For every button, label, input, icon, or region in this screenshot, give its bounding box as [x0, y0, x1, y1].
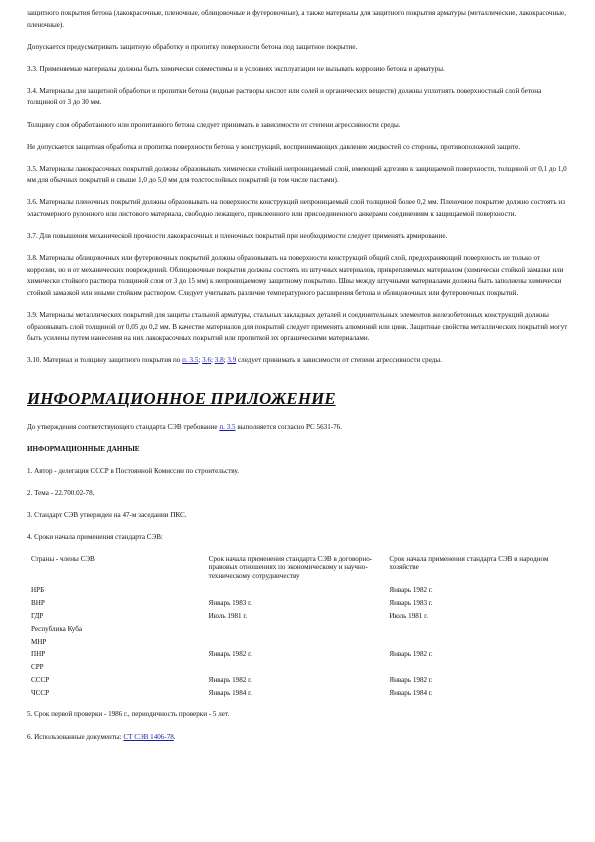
economy-date-cell: Январь 1982 г. — [389, 650, 433, 659]
economy-date-cell: Январь 1984 г. — [389, 688, 433, 697]
adoption-dates-table — [27, 553, 568, 702]
link-3-8[interactable]: 3.8 — [214, 356, 224, 365]
table-header-row — [27, 553, 568, 587]
table-row — [27, 586, 568, 599]
table-row — [27, 663, 568, 676]
table-row — [27, 599, 568, 612]
table-row — [27, 676, 568, 689]
country-cell: НРБ — [31, 586, 45, 595]
separator: ; — [211, 356, 215, 365]
paragraph-3-4: 3.4. Материалы для защитной обработки и пропитки бетона (водные растворы кислот или солей и органических веществ) должны уплотнять поверхностный слой бетона толщиной от 3 до 30 мм. — [27, 86, 542, 107]
documents-tail: . — [173, 732, 176, 741]
info-item-dates: 4. Сроки начала применения стандарта СЭВ: — [27, 533, 163, 542]
appendix-intro — [27, 422, 568, 434]
appendix-intro-tail: выполняется согласно РС 5631-76. — [235, 422, 342, 431]
economy-date-cell — [389, 625, 568, 638]
info-item-author: 1. Автор - делегация СССР в Постоянной Комиссии по строительству. — [27, 467, 240, 476]
economy-date-cell: Июль 1981 г. — [389, 611, 428, 620]
link-3-9[interactable]: 3.9 — [227, 356, 237, 365]
country-cell: ПНР — [31, 650, 46, 659]
table-row — [27, 650, 568, 663]
country-cell: ВНР — [31, 599, 45, 608]
paragraph-3-8: 3.8. Материалы облицовочных или футеровочных покрытий должны образовывать на поверхности конструкций общий слой, предохраняющий поверхность не только от коррозии, но и от механических повреждений. Облицовочные покрытия должны состоять из штучных материалов, прикрепляемых материалом (химически стойкой замазки или химически стойкого раствора толщиной слоя от 3 до 15 мм) к непроницаемому защитному покрытию. Швы между штучными материалами должны быть заполнены химически стойкой замазкой или иными стойким раствором. Следует учитывать различие температурного расширения бетона и облицовочных или футеровочных покрытий. — [27, 254, 564, 297]
cooperation-date-cell: Январь 1984 г. — [208, 688, 252, 697]
country-cell: ЧССР — [31, 688, 50, 697]
separator: ; — [198, 356, 203, 365]
paragraph-3-10-text: 3.10. Материал и толщину защитного покрытия по — [27, 356, 183, 365]
appendix-title: ИНФОРМАЦИОННОЕ ПРИЛОЖЕНИЕ — [27, 388, 336, 408]
link-appendix-3-5[interactable]: п. 3.5 — [219, 422, 236, 431]
economy-date-cell: Январь 1982 г. — [389, 586, 433, 595]
paragraph-restriction: Не допускается защитная обработка и пропитка поверхности бетона у конструкций, воспринимающих давление жидкостей со стороны, противоположной защите. — [27, 142, 521, 151]
cooperation-date-cell — [209, 638, 390, 651]
paragraph-3-7: 3.7. Для повышения механической прочности лакокрасочных и пленочных покрытий при необходимости следует применять армирование. — [27, 232, 448, 241]
table-row — [27, 612, 568, 625]
column-header-country: Страны - члены СЭВ — [31, 554, 95, 563]
economy-date-cell: Январь 1982 г. — [389, 675, 433, 684]
paragraph-3-10-tail: следует принимать в зависимости от степени агрессивности среды. — [236, 356, 442, 365]
economy-date-cell: Январь 1983 г. — [389, 599, 433, 608]
cooperation-date-cell — [209, 586, 390, 599]
economy-date-cell — [389, 638, 568, 651]
cooperation-date-cell — [209, 663, 390, 676]
paragraph-3-6: 3.6. Материалы пленочных покрытий должны образовывать на поверхности конструкций непроницаемый слой толщиной более 0,2 мм. Пленочное покрытие должно состоять из эластомерного рулонного или листового материала, свободно лежащего, приклеенного или присоединенного анкерами соединениям к защищаемой поверхности. — [27, 198, 565, 219]
country-cell: МНР — [31, 637, 47, 646]
cooperation-date-cell: Январь 1982 г. — [208, 650, 252, 659]
info-item-topic: 2. Тема - 22.700.02-78. — [27, 489, 95, 498]
info-heading: ИНФОРМАЦИОННЫЕ ДАННЫЕ — [27, 445, 140, 454]
country-cell: ГДР — [31, 611, 44, 620]
paragraph-3-9: 3.9. Материалы металлических покрытий для защиты стальной арматуры, стальных закладных деталей и соединительных элементов железобетонных конструкций должны образовывать слой толщиной от 0,05 до 0,2 мм. В качестве материалов для покрытий следует применять алюминий или цинк. Защитные свойства металлических покрытий могут быть усилены путем нанесения на них лакокрасочных покрытий или пропиткой их органическими материалами. — [27, 311, 568, 343]
cooperation-date-cell: Январь 1982 г. — [208, 675, 252, 684]
paragraph-intro: защитного покрытия бетона (лакокрасочные, пленочные, облицовочные и футеровочные), а также материалы для защитного покрытия арматуры (металлические, лакокрасочные, пленочные). — [27, 9, 566, 29]
cooperation-date-cell: Январь 1983 г. — [208, 599, 252, 608]
cooperation-date-cell — [209, 625, 390, 638]
link-3-6[interactable]: 3.6 — [202, 356, 211, 365]
paragraph-treatment: Допускается предусматривать защитную обработку и пропитку поверхности бетона под защитное покрытие. — [27, 42, 358, 51]
country-cell: СССР — [31, 675, 50, 684]
link-st-sev-1406-78[interactable]: СТ СЭВ 1406-78 — [123, 732, 174, 741]
table-row — [27, 625, 568, 638]
info-item-review: 5. Срок первой проверки - 1986 г., периодичность проверки - 5 лет. — [27, 710, 230, 719]
column-header-cooperation-date: Срок начала применения стандарта СЭВ в договорно-правовых отношениях по экономическому и научно-техническому сотрудничеству — [208, 554, 373, 580]
info-item-documents — [27, 732, 568, 744]
table-row — [27, 689, 568, 702]
paragraph-3-3: 3.3. Применяемые материалы должны быть химически совместимы и в условиях эксплуатации не вызывать коррозию бетона и арматуры. — [27, 64, 445, 73]
link-3-5[interactable]: п. 3.5 — [182, 356, 199, 365]
paragraph-3-5: 3.5. Материалы лакокрасочных покрытий должны образовывать химически стойкий непроницаемый слой, имеющий адгезию к защищаемой поверхности, толщиной от 0,1 до 1,0 мм для обычных покрытий и свыше 1,0 до 5,0 мм для толстослойных покрытий (в том числе пастами). — [27, 164, 567, 185]
country-cell: СРР — [31, 663, 44, 672]
cooperation-date-cell: Июль 1981 г. — [208, 611, 248, 620]
info-item-approval: 3. Стандарт СЭВ утвержден на 47-м заседании ПКС. — [27, 511, 187, 520]
document-page — [27, 8, 568, 754]
separator: ; — [223, 356, 228, 365]
appendix-intro-text: До утверждения соответствующего стандарта СЭВ требование — [27, 422, 220, 431]
table-row — [27, 638, 568, 651]
paragraph-thickness: Толщину слоя обработанного или пропитанного бетона следует принимать в зависимости от степени агрессивности среды. — [27, 120, 401, 129]
economy-date-cell — [389, 663, 568, 676]
documents-label: 6. Использованные документы: — [27, 732, 124, 741]
paragraph-3-10 — [27, 355, 568, 367]
country-cell: Республика Куба — [31, 624, 83, 633]
column-header-economy-date: Срок начала применения стандарта СЭВ в народном хозяйстве — [389, 554, 549, 572]
